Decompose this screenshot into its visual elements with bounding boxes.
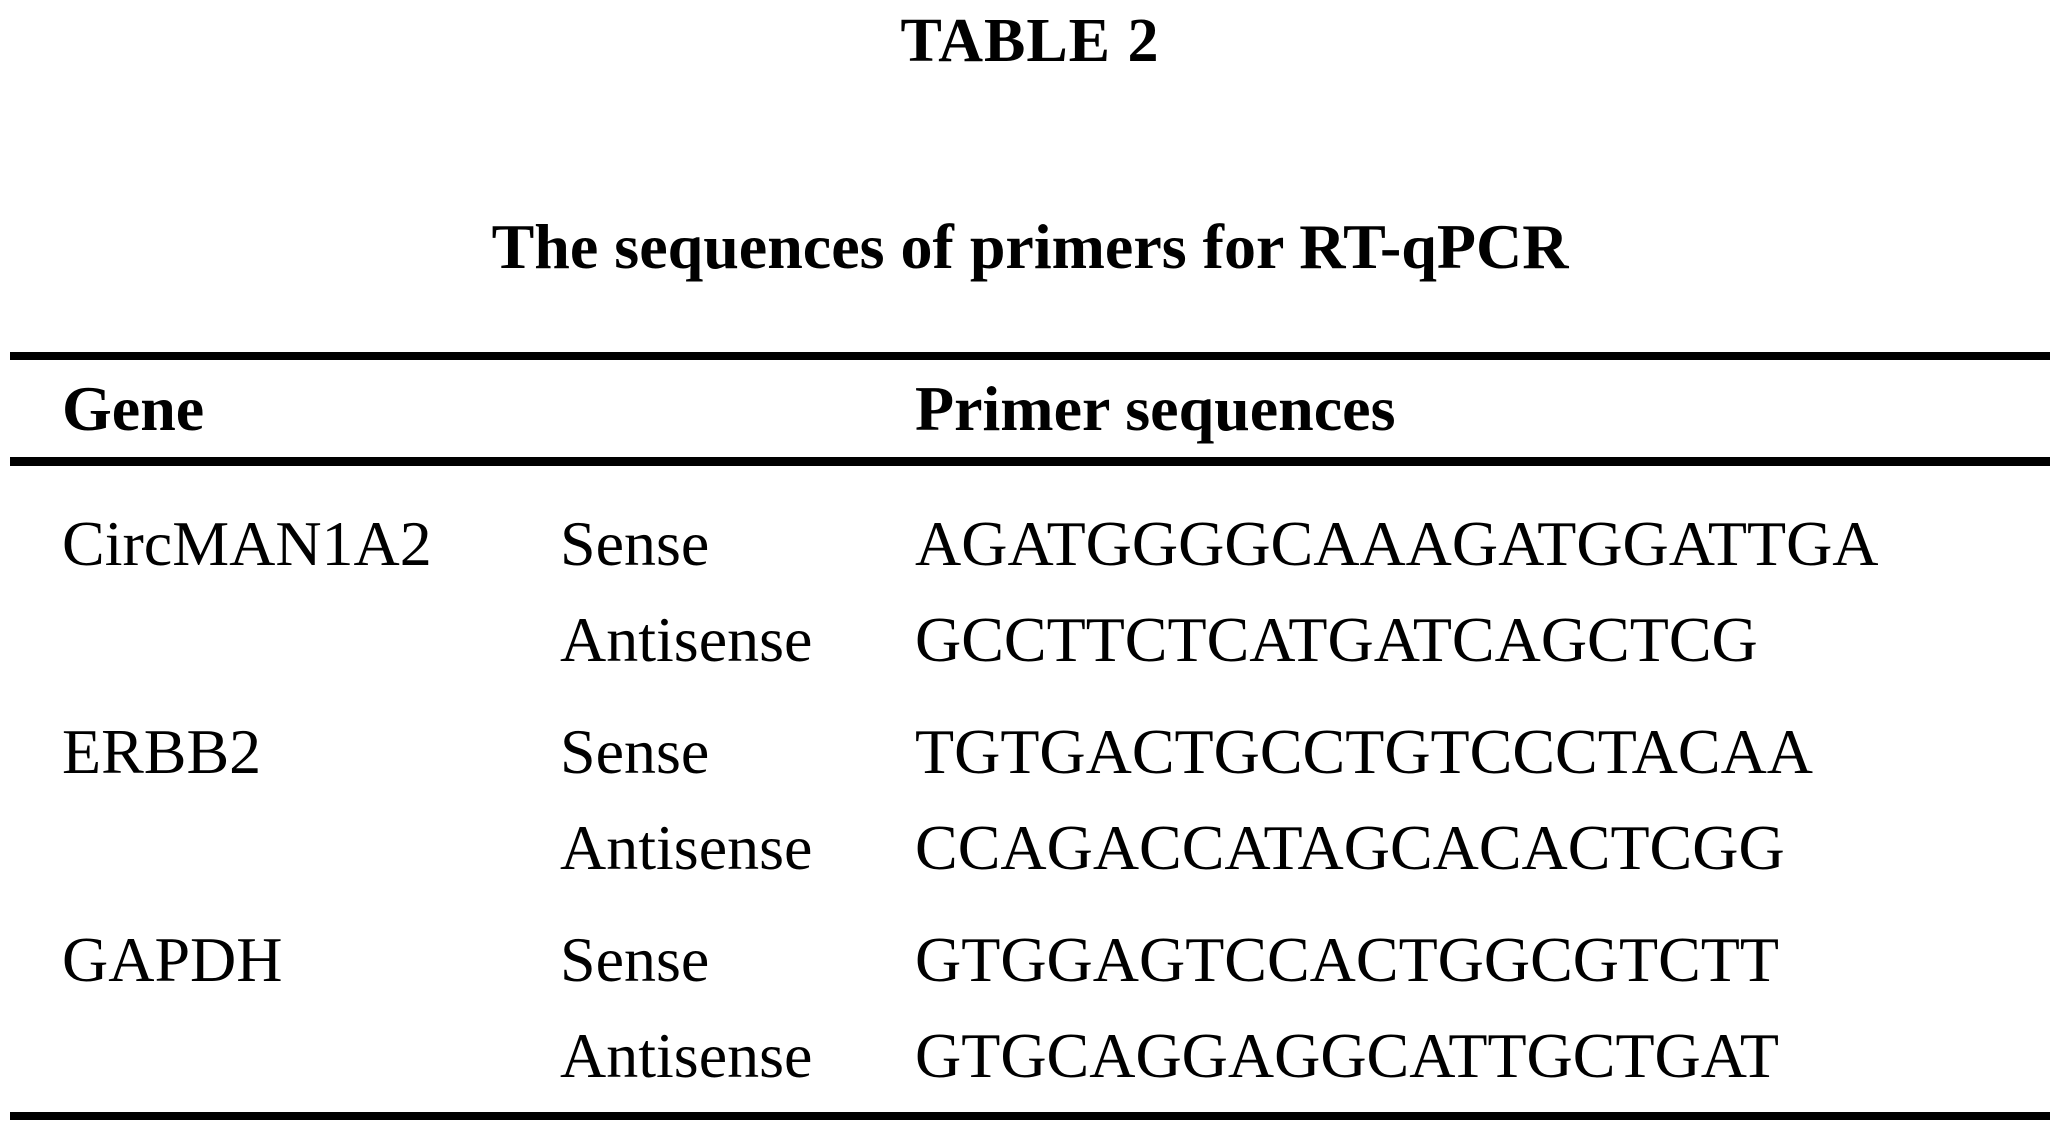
- table-bottom-rule: [10, 1112, 2050, 1120]
- gene-name: ERBB2: [62, 716, 262, 787]
- table-row: [0, 800, 2060, 896]
- gene-group-circman1a2: [0, 496, 2060, 688]
- table-row: [0, 592, 2060, 688]
- column-header-primer-sequences: Primer sequences: [915, 372, 1396, 444]
- primer-direction: Sense: [560, 508, 710, 579]
- primer-sequence: CCAGACCATAGCACACTCGG: [915, 812, 1785, 883]
- primer-sequence: GTGCAGGAGGCATTGCTGAT: [915, 1020, 1779, 1091]
- gene-group-gapdh: [0, 912, 2060, 1104]
- table-row: [0, 912, 2060, 1008]
- primer-direction: Antisense: [560, 812, 813, 883]
- gene-name: GAPDH: [62, 924, 283, 995]
- gene-name: CircMAN1A2: [62, 508, 432, 579]
- table-row: [0, 1008, 2060, 1104]
- primer-sequence: TGTGACTGCCTGTCCCTACAA: [915, 716, 1813, 787]
- table-title: The sequences of primers for RT-qPCR: [491, 211, 1569, 282]
- table-body: [0, 466, 2060, 1104]
- primer-direction: Antisense: [560, 1020, 813, 1091]
- table-row: [0, 496, 2060, 592]
- primer-sequence: AGATGGGGCAAAGATGGATTGA: [915, 508, 1879, 579]
- table-header-row: [0, 360, 2060, 457]
- table-row: [0, 704, 2060, 800]
- table-header-rule: [10, 457, 2050, 466]
- table-top-rule: [10, 352, 2050, 360]
- column-header-gene: Gene: [62, 372, 205, 444]
- primer-direction: Antisense: [560, 604, 813, 675]
- primer-sequence: GTGGAGTCCACTGGCGTCTT: [915, 924, 1779, 995]
- gene-group-erbb2: [0, 704, 2060, 896]
- table-label: TABLE 2: [900, 7, 1160, 75]
- primer-direction: Sense: [560, 924, 710, 995]
- primer-sequence: GCCTTCTCATGATCAGCTCG: [915, 604, 1758, 675]
- primer-direction: Sense: [560, 716, 710, 787]
